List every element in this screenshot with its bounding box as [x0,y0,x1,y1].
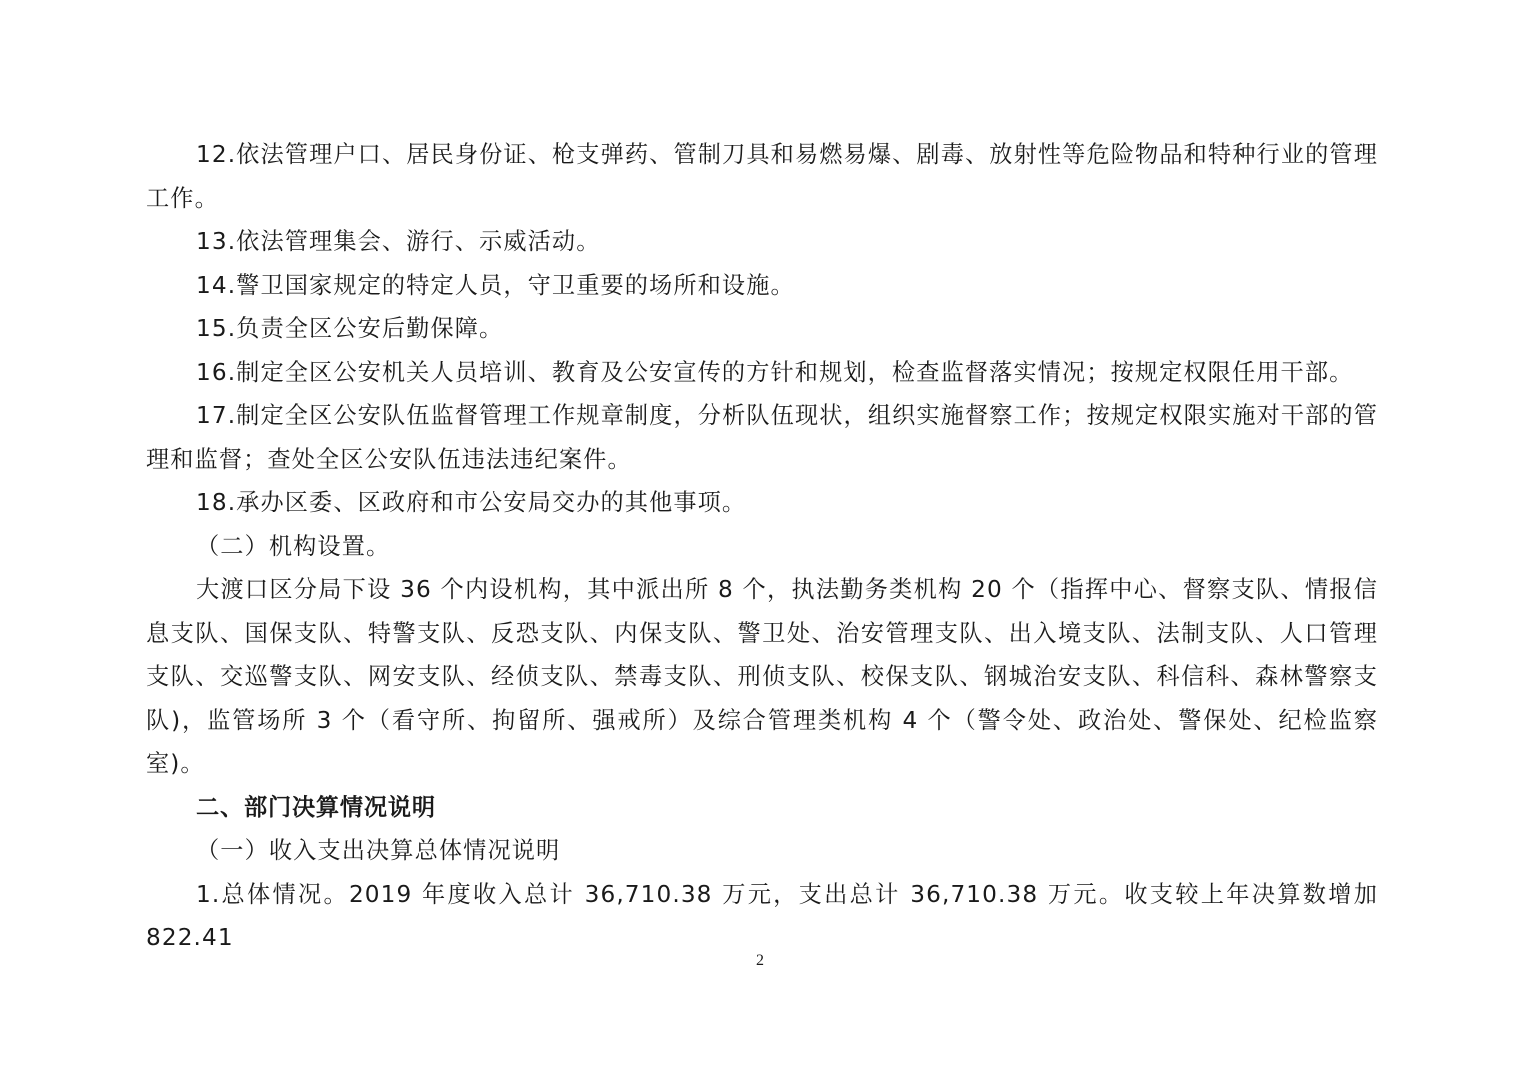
paragraph-item-15: 15.负责全区公安后勤保障。 [196,315,504,342]
page-number: 2 [756,952,764,969]
subsection-heading-income-expense: （一）收入支出决算总体情况说明 [196,837,561,864]
paragraph-item-13: 13.依法管理集会、游行、示威活动。 [196,228,601,255]
overall-situation-paragraph: 1.总体情况。2019 年度收入总计 36,710.38 万元，支出总计 36,710.38 万元。收支较上年决算数增加 822.41 [146,880,1378,951]
paragraph-item-17: 17.制定全区公安队伍监督管理工作规章制度，分析队伍现状，组织实施督察工作；按规定权限实施对干部的管理和监督；查处全区公安队伍违法违纪案件。 [146,402,1378,473]
paragraph-item-16: 16.制定全区公安机关人员培训、教育及公安宣传的方针和规划，检查监督落实情况；按规定权限任用干部。 [196,358,1354,386]
organization-description: 大渡口区分局下设 36 个内设机构，其中派出所 8 个，执法勤务类机构 20 个（指挥中心、督察支队、情报信息支队、国保支队、特警支队、反恐支队、内保支队、警卫处、治安管理支队、出入境支队、法制支队、人口管理支队、交巡警支队、网安支队、经侦支队、禁毒支队、刑侦支队、校保支队、钢城治安支队、科信科、森林警察支队)，监管场所 3 个（看守所、拘留所、强戒所）及综合管理类机构 4 个（警令处、政治处、警保处、纪检监察室)。 [146,576,1378,777]
document-body [146,133,1378,960]
paragraph-item-12: 12.依法管理户口、居民身份证、枪支弹药、管制刀具和易燃易爆、剧毒、放射性等危险物品和特种行业的管理工作。 [146,141,1378,212]
subsection-heading-organization: （二）机构设置。 [196,532,391,560]
section-heading-final-accounts: 二、部门决算情况说明 [196,793,436,821]
paragraph-item-18: 18.承办区委、区政府和市公安局交办的其他事项。 [196,489,747,516]
paragraph-item-14: 14.警卫国家规定的特定人员，守卫重要的场所和设施。 [196,271,795,299]
